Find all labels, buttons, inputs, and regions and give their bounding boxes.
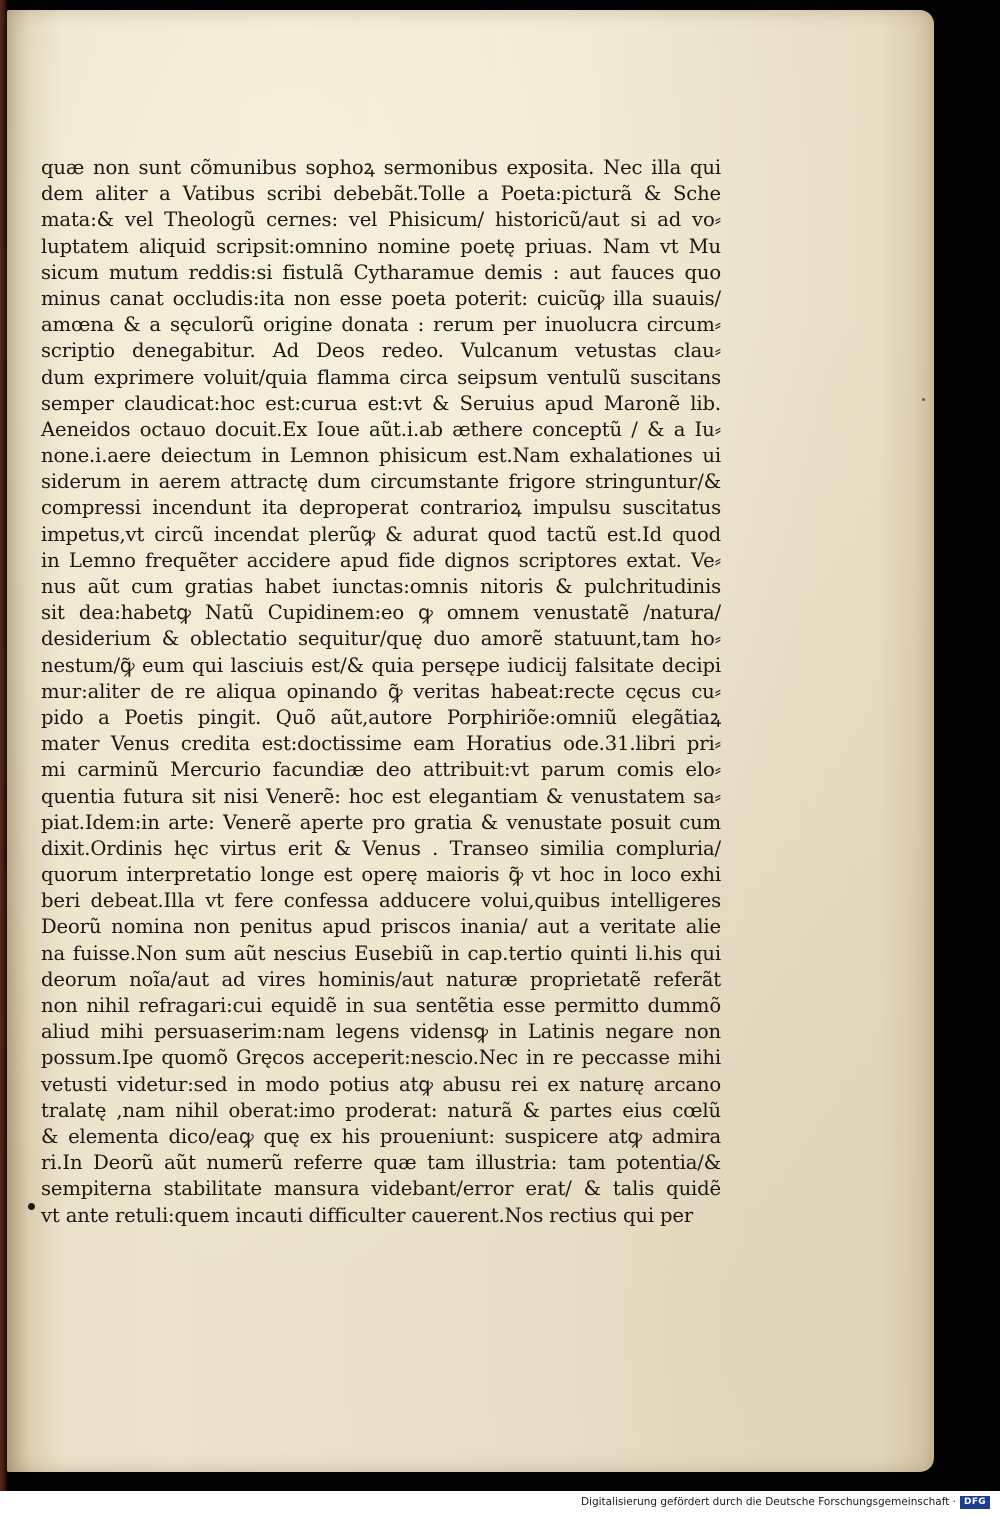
text-line: mur:aliter de re aliqua opinando ꝙ̃ veritas habeat:recte cęcus cu⸗: [41, 679, 721, 703]
text-line: minus canat occludis:ita non esse poeta poterit: cuicũꝙ illa suauis/: [41, 286, 721, 310]
text-line: aliud mihi persuaserim:nam legens vidensꝙ in Latinis negare non: [41, 1020, 721, 1044]
book-spine-edge: [0, 0, 7, 1491]
text-line: luptatem aliquid scripsit:omnino nomine poetę priuas. Nam vt Mu: [41, 234, 721, 258]
paper-speck: [922, 398, 925, 401]
text-line: ri.In Deorũ aũt numerũ referre quæ tam illustria: tam potentia/&: [41, 1151, 721, 1175]
text-line: sicum mutum reddis:si fistulã Cytharamue demis : aut fauces quo: [41, 260, 721, 284]
text-line: quentia futura sit nisi Venerẽ: hoc est elegantiam & venustatem sa⸗: [41, 784, 721, 808]
text-line: na fuisse.Non sum aũt nescius Eusebiũ in cap.tertio quinti li.his qui: [41, 941, 721, 965]
text-line: sempiterna stabilitate mansura videbant/error erat/ & talis quidẽ: [41, 1177, 721, 1201]
text-line: impetus,vt circũ incendat plerũꝙ & adurat quod tactũ est.Id quod: [41, 522, 721, 546]
text-line: vetusti videtur:sed in modo potius atꝙ abusu rei ex naturę arcano: [41, 1072, 721, 1096]
text-line: pido a Poetis pingit. Quõ aũt,autore Porphiriõe:omniũ elegãtiaꝝ: [41, 705, 721, 729]
footer-bar: [0, 1491, 1000, 1516]
text-line: tralatę ,nam nihil oberat:imo proderat: naturã & partes eius cœlũ: [41, 1098, 721, 1122]
text-line: nestum/ꝙ̃ eum qui lasciuis est/& quia persępe iudicij falsitate decipi: [41, 653, 721, 677]
text-line: quorum interpretatio longe est operę maioris ꝙ̃ vt hoc in loco exhi: [41, 863, 721, 887]
text-line: scriptio denegabitur. Ad Deos redeo. Vulcanum vetustas clau⸗: [41, 339, 721, 363]
text-line: amœna & a sęculorũ origine donata : rerum per inuolucra circum⸗: [41, 313, 721, 337]
text-line: non nihil refragari:cui equidẽ in sua sentẽtia esse permitto dummõ: [41, 994, 721, 1017]
text-line: mata:& vel Theologũ cernes: vel Phisicum/ historicũ/aut si ad vo⸗: [41, 208, 721, 232]
text-line: dem aliter a Vatibus scribi debebãt.Tolle a Poeta:picturã & Sche: [41, 182, 721, 206]
dfg-logo: DFG: [960, 1496, 990, 1509]
text-line: nus aũt cum gratias habet iunctas:omnis nitoris & pulchritudinis: [41, 575, 721, 598]
funding-credit: Digitalisierung gefördert durch die Deutsche Forschungsgemeinschaft ·: [580, 1496, 956, 1508]
text-line: semper claudicat:hoc est:curua est:vt & Seruius apud Maronẽ lib.: [41, 391, 721, 415]
text-line: dum exprimere voluit/quia flamma circa seipsum ventulũ suscitans: [41, 365, 721, 389]
text-line: dixit.Ordinis hęc virtus erit & Venus . Transeo similia compluria/: [41, 836, 721, 860]
body-text: [41, 155, 721, 1229]
text-line: desiderium & oblectatio sequitur/quę duo amorẽ statuunt,tam ho⸗: [41, 627, 721, 651]
text-line: mi carminũ Mercurio facundiæ deo attribuit:vt parum comis elo⸗: [41, 758, 721, 782]
text-line: Aeneidos octauo docuit.Ex Ioue aũt.i.ab æthere conceptũ / & a Iu⸗: [41, 417, 721, 441]
text-line: beri debeat.Illa vt fere confessa adducere volui,quibus intelligeres: [41, 889, 721, 913]
text-line: siderum in aerem attractę dum circumstante frigore stringuntur/&: [41, 470, 721, 494]
text-line: piat.Idem:in arte: Venerẽ aperte pro gratia & venustate posuit cum: [41, 810, 721, 834]
text-line: in Lemno frequẽter accidere apud fide dignos scriptores extat. Ve⸗: [41, 548, 721, 572]
text-line: & elementa dico/eaꝙ quę ex his proueniunt: suspicere atꝙ admira: [41, 1124, 721, 1148]
text-line: possum.Ipe quomõ Gręcos acceperit:nescio.Nec in re peccasse mihi: [41, 1046, 721, 1070]
text-line: vt ante retuli:quem incauti difficulter cauerent.Nos rectius qui per: [41, 1203, 694, 1227]
text-line: quæ non sunt cõmunibus sophoꝝ sermonibus exposita. Nec illa qui: [41, 156, 721, 179]
text-line: compressi incendunt ita deproperat contrarioꝝ impulsu suscitatus: [41, 496, 721, 520]
text-line: none.i.aere deiectum in Lemnon phisicum est.Nam exhalationes ui: [41, 444, 721, 468]
text-line: sit dea:habetꝙ Natũ Cupidinem:eo ꝙ omnem venustatẽ /natura/: [41, 601, 721, 625]
text-line: deorum noĩa/aut ad vires hominis/aut naturæ proprietatẽ referãt: [41, 967, 721, 991]
margin-bullet-mark: [28, 1203, 35, 1210]
text-line: mater Venus credita est:doctissime eam Horatius ode.31.libri pri⸗: [41, 732, 721, 756]
paper-page: [7, 10, 934, 1472]
text-line: Deorũ nomina non penitus apud priscos inania/ aut a veritate alie: [41, 915, 721, 939]
